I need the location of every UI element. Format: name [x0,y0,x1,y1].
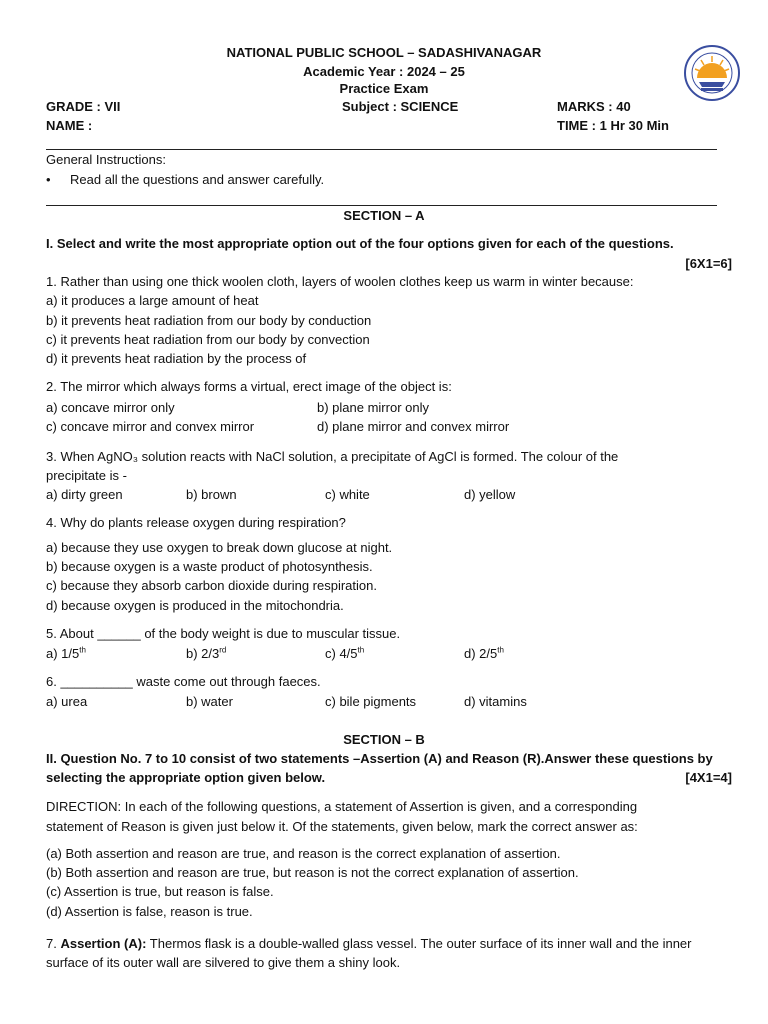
question-7-cont: surface of its outer wall are silvered to give them a shiny look. [46,955,401,970]
q4-option-c: c) because they absorb carbon dioxide during respiration. [46,578,377,593]
grade-label: GRADE : VII [46,99,121,114]
question-4: 4. Why do plants release oxygen during respiration? [46,515,346,530]
school-name: NATIONAL PUBLIC SCHOOL – SADASHIVANAGAR [226,45,542,60]
q4-option-a: a) because they use oxygen to break down glucose at night. [46,540,393,555]
question-1: 1. Rather than using one thick woolen cloth, layers of woolen clothes keep us warm in winter because: [46,274,634,289]
name-label: NAME : [46,118,93,133]
q5-option-a: a) 1/5th [46,645,86,661]
q1-option-b: b) it prevents heat radiation from our body by conduction [46,313,372,328]
section-b-title: SECTION – B [343,732,425,747]
q2-option-d: d) plane mirror and convex mirror [317,419,510,434]
time-label: TIME : 1 Hr 30 Min [557,118,669,133]
direction-text: DIRECTION: In each of the following questions, a statement of Assertion is given, and a corresponding [46,799,638,814]
school-emblem-icon [683,44,741,102]
q4-option-b: b) because oxygen is a waste product of photosynthesis. [46,559,373,574]
q4-option-d: d) because oxygen is produced in the mitochondria. [46,598,344,613]
q2-option-a: a) concave mirror only [46,400,175,415]
question-5: 5. About ______ of the body weight is due to muscular tissue. [46,626,401,641]
q5-option-c: c) 4/5th [325,645,365,661]
exam-title: Practice Exam [339,81,429,96]
academic-year: Academic Year : 2024 – 25 [303,64,465,79]
question-2: 2. The mirror which always forms a virtual, erect image of the object is: [46,379,452,394]
q3-option-b: b) brown [186,487,237,502]
q6-option-d: d) vitamins [464,694,527,709]
direction-text-cont: statement of Reason is given just below it. Of the statements, given below, mark the correct answer as: [46,819,638,834]
subject-label: Subject : SCIENCE [342,99,459,114]
q2-option-b: b) plane mirror only [317,400,429,415]
q5-option-b: b) 2/3rd [186,645,227,661]
q3-option-a: a) dirty green [46,487,123,502]
marks-label: MARKS : 40 [557,99,631,114]
choice-d: (d) Assertion is false, reason is true. [46,904,253,919]
q1-option-d: d) it prevents heat radiation by the process of [46,351,307,366]
choice-c: (c) Assertion is true, but reason is false. [46,884,274,899]
q1-option-c: c) it prevents heat radiation from our body by convection [46,332,370,347]
q1-option-a: a) it produces a large amount of heat [46,293,259,308]
q6-option-b: b) water [186,694,233,709]
q2-option-c: c) concave mirror and convex mirror [46,419,255,434]
q6-option-c: c) bile pigments [325,694,417,709]
bullet-icon: • [46,172,51,187]
question-3: 3. When AgNO₃ solution reacts with NaCl solution, a precipitate of AgCl is formed. The colour of the [46,449,619,464]
q3-option-c: c) white [325,487,370,502]
question-3-cont: precipitate is - [46,468,127,483]
choice-a: (a) Both assertion and reason are true, and reason is the correct explanation of assertion. [46,846,561,861]
choice-b: (b) Both assertion and reason are true, but reason is not the correct explanation of assertion. [46,865,579,880]
q3-option-d: d) yellow [464,487,516,502]
section-b-marks: [4X1=4] [685,770,732,785]
divider [46,149,717,150]
section-b-instruction-cont: selecting the appropriate option given below. [46,770,326,785]
divider [46,205,717,206]
q6-option-a: a) urea [46,694,88,709]
assertion-label: Assertion (A): [60,936,147,951]
section-a-marks: [6X1=6] [685,256,732,271]
question-6: 6. __________ waste come out through faeces. [46,674,321,689]
q5-option-d: d) 2/5th [464,645,504,661]
instructions-heading: General Instructions: [46,152,166,167]
section-b-instruction: II. Question No. 7 to 10 consist of two statements –Assertion (A) and Reason (R).Answer these questions by [46,751,713,766]
question-7: 7. Assertion (A): Thermos flask is a double-walled glass vessel. The outer surface of its inner wall and the inner [46,936,692,951]
instruction-item: • Read all the questions and answer carefully. [46,172,325,187]
section-a-instruction: I. Select and write the most appropriate option out of the four options given for each of the questions. [46,236,674,251]
section-a-title: SECTION – A [343,208,425,223]
